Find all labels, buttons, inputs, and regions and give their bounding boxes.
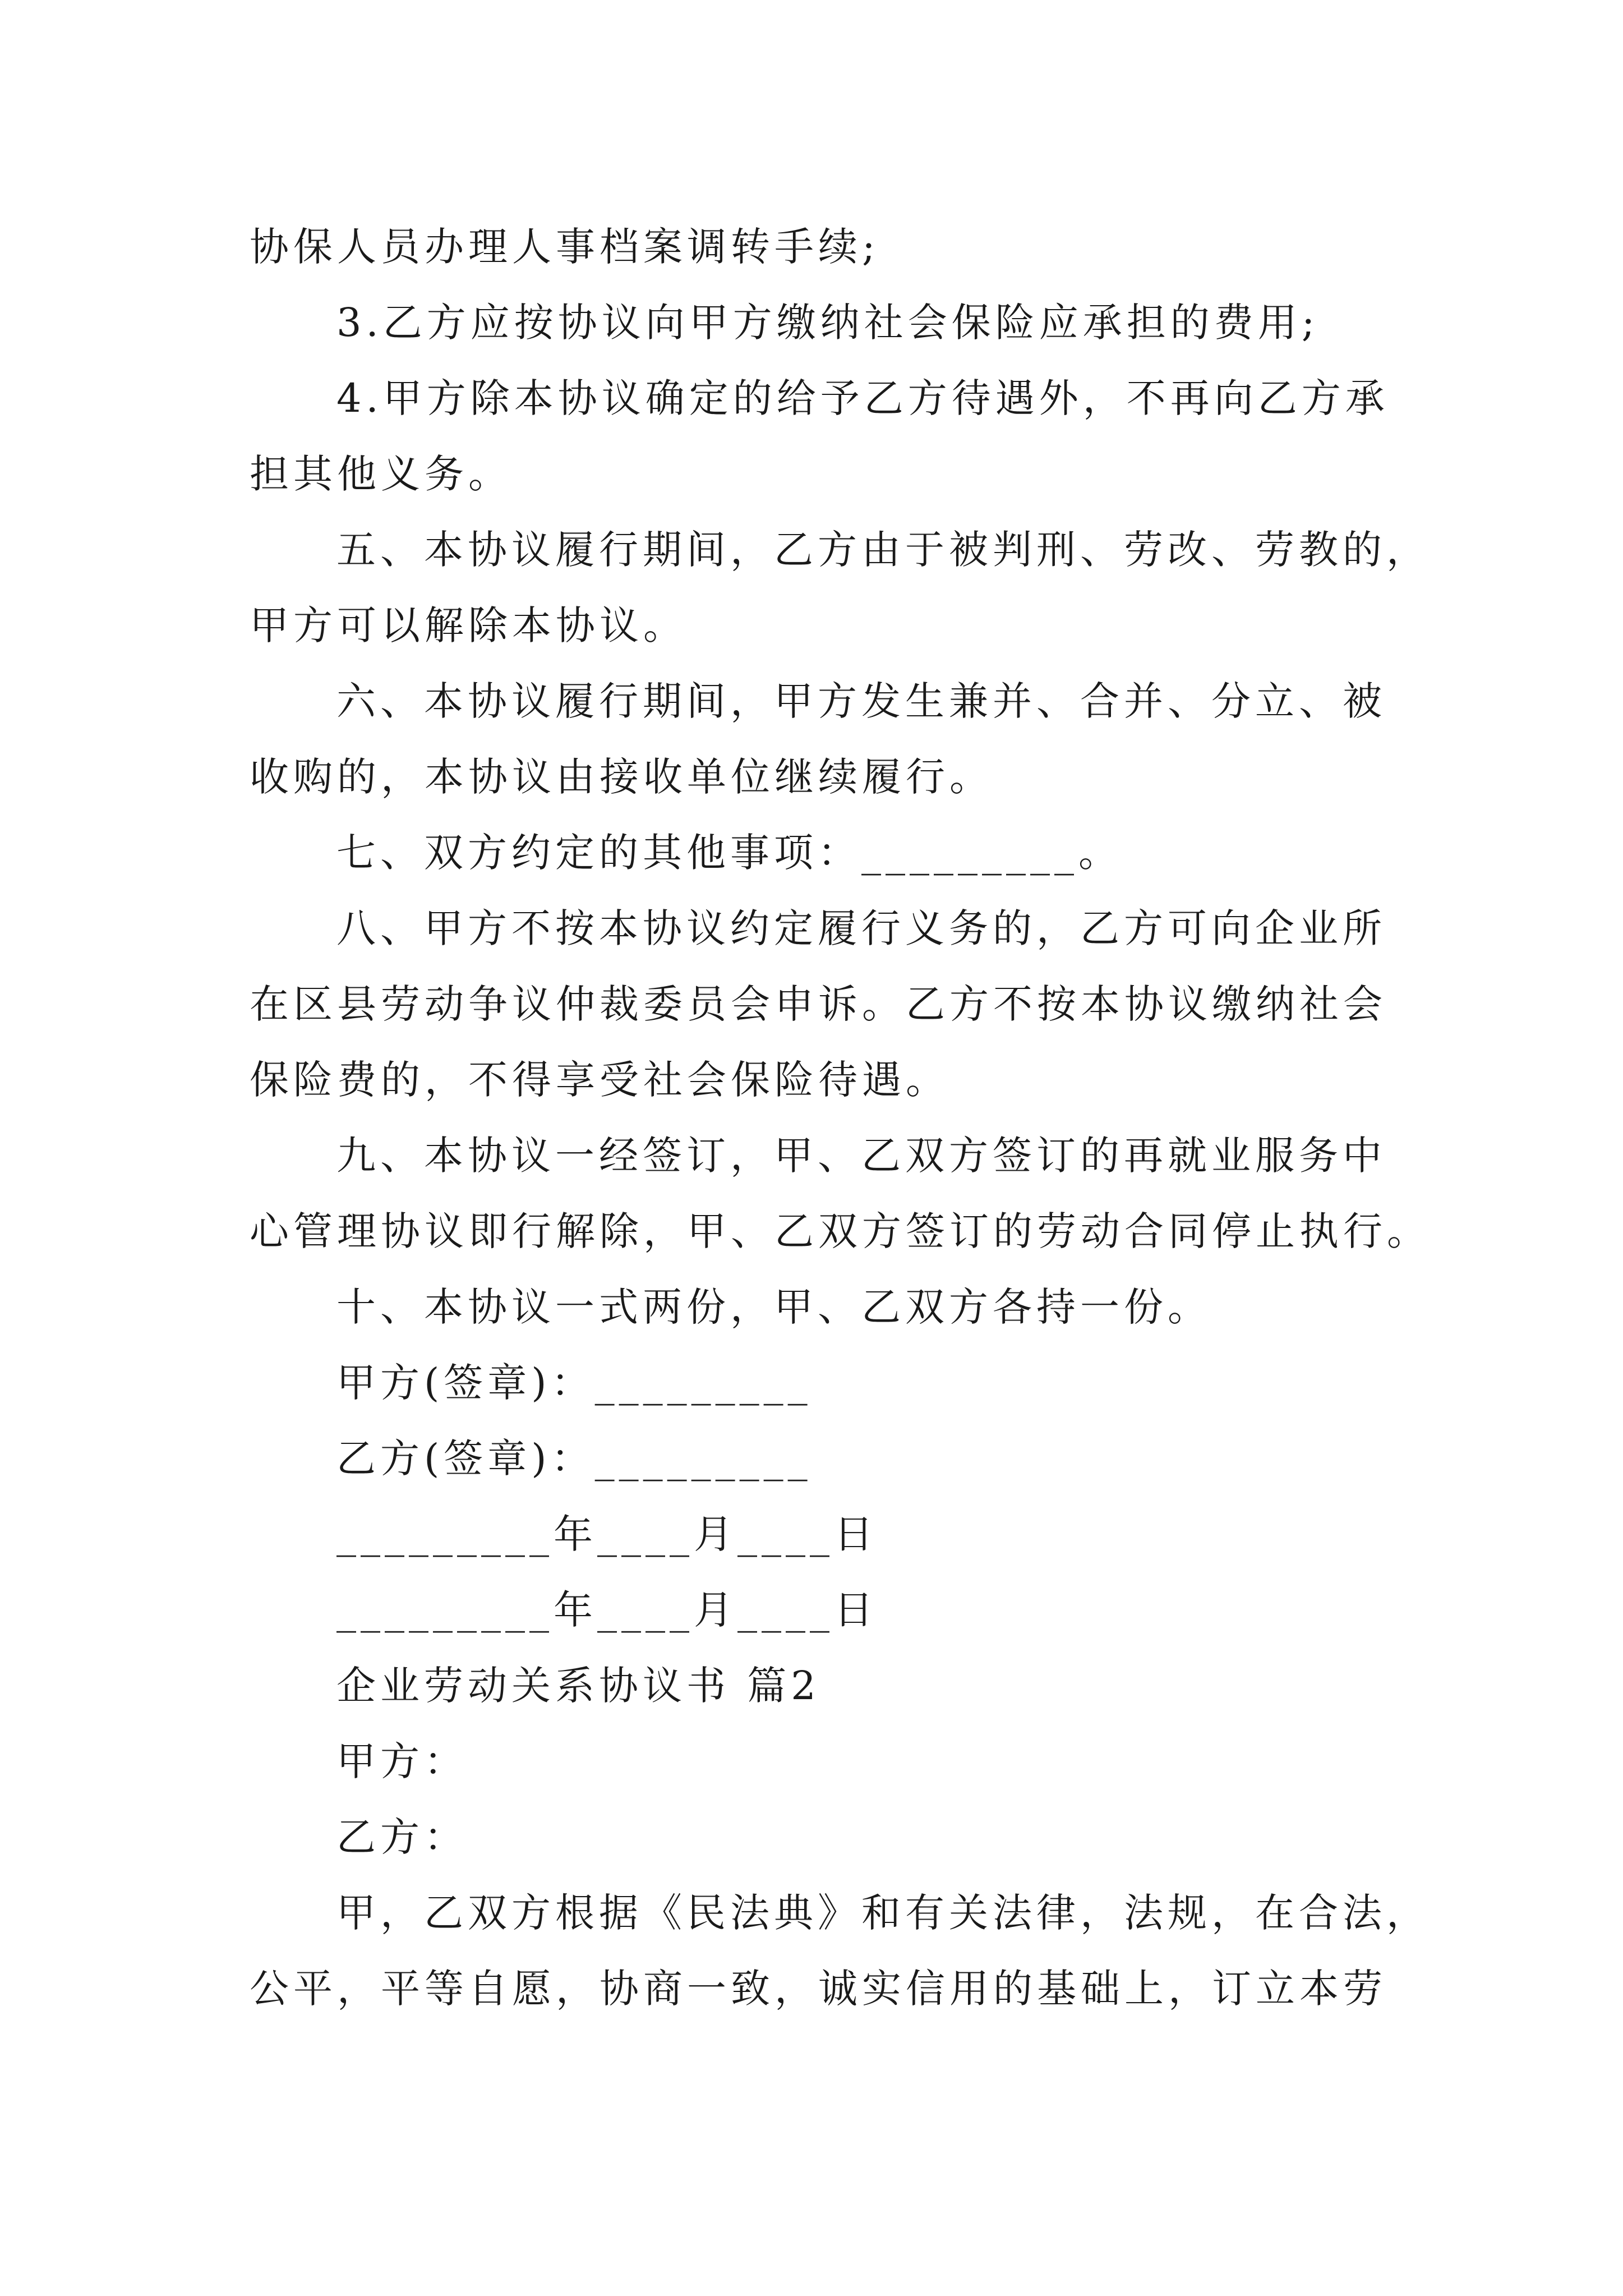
party-b-label: 乙方： <box>336 1814 468 1860</box>
text-line: 保险费的，不得享受社会保险待遇。 <box>250 1057 949 1103</box>
text-line: 在区县劳动争议仲裁委员会申诉。乙方不按本协议缴纳社会 <box>250 981 1387 1027</box>
text-line: 六、本协议履行期间，甲方发生兼并、合并、分立、被 <box>336 678 1386 724</box>
text-line: 甲方可以解除本协议。 <box>250 602 687 648</box>
text-line: 协保人员办理人事档案调转手续; <box>250 224 880 270</box>
date-line: _________年____月____日 <box>336 1511 878 1557</box>
party-a-label: 甲方： <box>336 1738 468 1784</box>
text-line: 4.甲方除本协议确定的给予乙方待遇外，不再向乙方承 <box>336 375 1389 421</box>
section-title: 企业劳动关系协议书 篇2 <box>336 1663 820 1709</box>
text-line: 担其他义务。 <box>250 451 512 497</box>
text-line: 七、双方约定的其他事项：_________。 <box>336 830 1122 876</box>
text-line: 3.乙方应按协议向甲方缴纳社会保险应承担的费用; <box>336 300 1320 346</box>
signature-line-party-a: 甲方(签章)：_________ <box>336 1360 812 1406</box>
text-line: 心管理协议即行解除，甲、乙双方签订的劳动合同停止执行。 <box>250 1208 1431 1254</box>
text-line: 八、甲方不按本协议约定履行义务的，乙方可向企业所 <box>336 905 1386 951</box>
text-line: 九、本协议一经签订，甲、乙双方签订的再就业服务中 <box>336 1133 1386 1179</box>
signature-line-party-b: 乙方(签章)：_________ <box>336 1435 812 1481</box>
text-line: 十、本协议一式两份，甲、乙双方各持一份。 <box>336 1284 1211 1330</box>
text-line: 甲，乙双方根据《民法典》和有关法律，法规，在合法， <box>336 1890 1430 1936</box>
text-line: 收购的，本协议由接收单位继续履行。 <box>250 754 993 800</box>
text-line: 公平，平等自愿，协商一致，诚实信用的基础上，订立本劳 <box>250 1966 1387 2012</box>
date-line: _________年____月____日 <box>336 1587 878 1633</box>
text-line: 五、本协议履行期间，乙方由于被判刑、劳改、劳教的， <box>336 527 1430 573</box>
